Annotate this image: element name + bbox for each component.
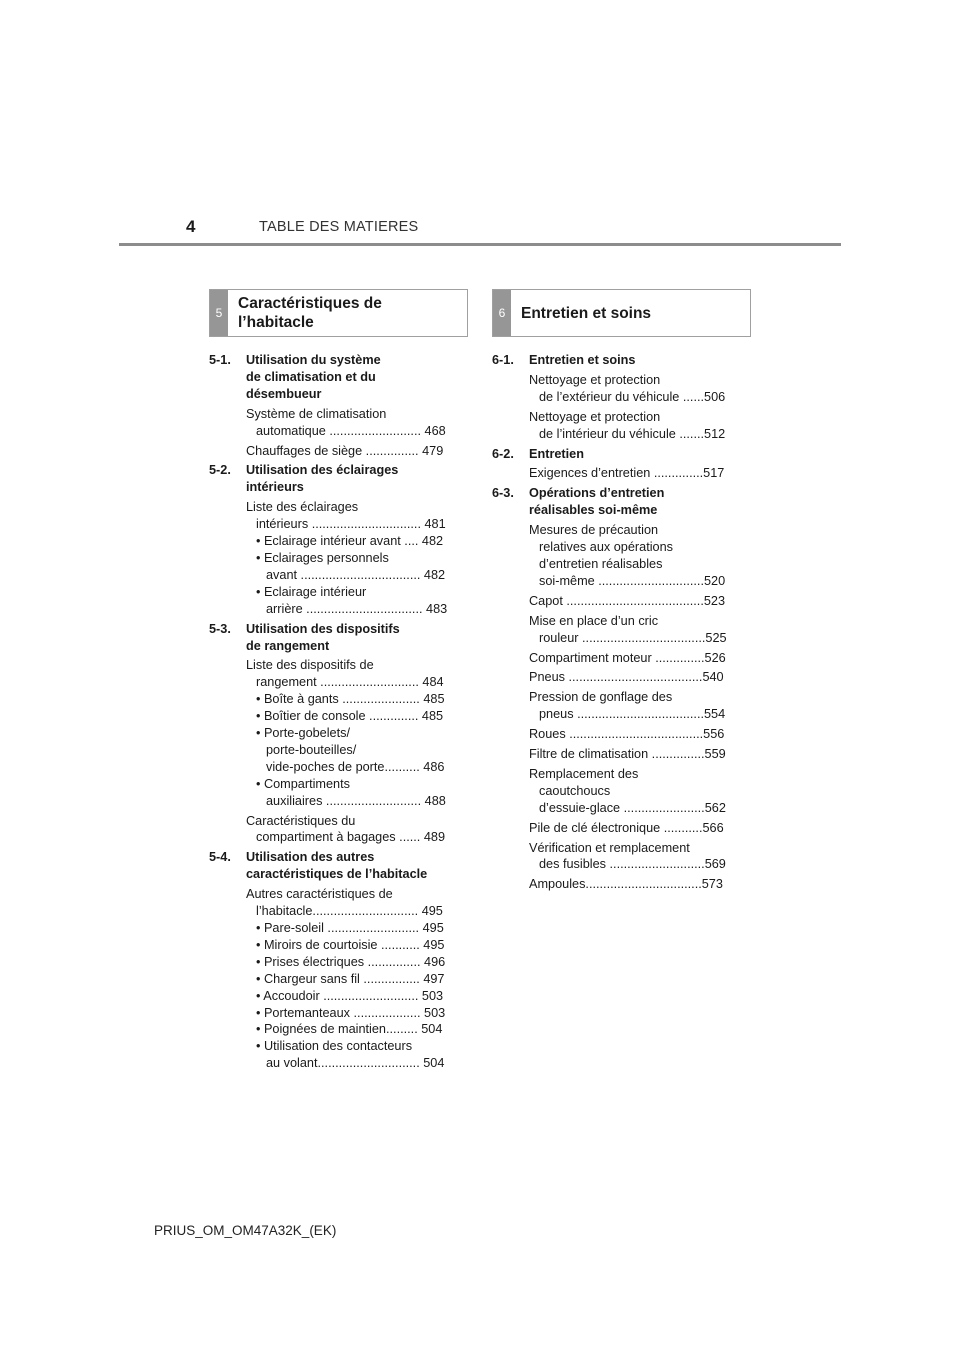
toc-subentry-link[interactable]: • Compartiments auxiliaires ........................... 488 [256, 776, 446, 808]
toc-entry-link[interactable]: Système de climatisation automatique .......................... 468 [246, 406, 446, 438]
toc-entry-link[interactable]: Nettoyage et protection de l’intérieur du véhicule .......512 [529, 409, 726, 441]
section-title: Entretien et soins [521, 304, 652, 322]
toc-subentry-link[interactable]: • Prises électriques ............... 496 [256, 954, 446, 969]
section-title: Caractéristiques de l’habitacle [238, 295, 382, 331]
chapter-number: 6-3. [492, 486, 514, 501]
chapter-heading [492, 352, 744, 369]
toc-column-section-6 [492, 352, 744, 893]
chapter-title: Utilisation des éclairages intérieurs [246, 463, 399, 495]
toc-entry-link[interactable]: Liste des dispositifs de rangement ............................ 484 [246, 658, 444, 690]
page-number: 4 [186, 217, 196, 236]
toc-entry-link[interactable]: Pile de clé électronique ...........566 [529, 820, 724, 835]
toc-subentry-link[interactable]: • Portemanteaux ................... 503 [256, 1005, 446, 1020]
toc-entry-link[interactable]: Pression de gonflage des pneus ....................................554 [529, 690, 726, 722]
toc-column-section-5 [209, 352, 461, 1072]
header-title: TABLE DES MATIERES [259, 219, 419, 235]
chapter-number: 6-2. [492, 446, 514, 461]
chapter-heading [492, 485, 744, 519]
chapter-title: Entretien [529, 446, 584, 461]
toc-subentry-link[interactable]: • Pare-soleil .......................... 495 [256, 921, 444, 935]
toc-entry-link[interactable]: Remplacement des caoutchoucs d’essuie-glace .......................562 [529, 766, 726, 815]
toc-entry-link[interactable]: Mesures de précaution relatives aux opérations d’entretien réalisables soi-même ..............................520 [529, 523, 726, 588]
toc-entry-link[interactable]: Capot .......................................523 [529, 593, 726, 608]
toc-subentry-link[interactable]: • Accoudoir ........................... 503 [256, 988, 444, 1003]
section-number: 5 [210, 290, 228, 336]
chapter-title: Utilisation du système de climatisation et du désembueur [246, 353, 381, 401]
section-number: 6 [493, 290, 511, 336]
toc-entry-link[interactable]: Filtre de climatisation ...............559 [529, 747, 726, 762]
header-rule [119, 243, 841, 246]
toc-entry-link[interactable]: Exigences d’entretien ..............517 [529, 466, 725, 481]
chapter-title: Utilisation des autres caractéristiques de l’habitacle [246, 850, 428, 882]
toc-entry-link[interactable]: Pneus ......................................540 [529, 670, 724, 685]
chapter-number: 5-1. [209, 353, 231, 367]
chapter-heading [209, 621, 461, 655]
toc-entry-link[interactable]: Compartiment moteur ..............526 [529, 650, 726, 665]
toc-entry-link[interactable]: Chauffages de siège ............... 479 [246, 443, 444, 458]
toc-subentry-link[interactable]: • Miroirs de courtoisie ........... 495 [256, 937, 445, 952]
chapter-number: 6-1. [492, 353, 514, 367]
toc-subentry-link[interactable]: • Eclairage intérieur avant .... 482 [256, 534, 444, 549]
chapter-number: 5-4. [209, 850, 231, 865]
section-header-5 [209, 289, 468, 337]
toc-entry-link[interactable]: Roues ......................................556 [529, 727, 725, 742]
toc-entry-link[interactable]: Caractéristiques du compartiment à bagages ...... 489 [246, 813, 446, 845]
chapter-title: Entretien et soins [529, 353, 636, 367]
toc-subentry-link[interactable]: • Poignées de maintien......... 504 [256, 1022, 443, 1037]
toc-subentry-link[interactable]: • Eclairage intérieur arrière ................................. 483 [256, 584, 448, 616]
toc-entry-link[interactable]: Vérification et remplacement des fusibles ...........................569 [529, 840, 726, 872]
chapter-title: Utilisation des dispositifs de rangement [246, 621, 400, 653]
chapter-title: Opérations d’entretien réalisables soi-même [529, 486, 665, 518]
chapter-heading [209, 849, 461, 883]
toc-entry-link[interactable]: Liste des éclairages intérieurs ............................... 481 [246, 500, 446, 532]
toc-entry-link[interactable]: Nettoyage et protection de l’extérieur du véhicule ......506 [529, 372, 726, 404]
chapter-number: 5-2. [209, 463, 231, 478]
toc-subentry-link[interactable]: • Utilisation des contacteurs au volant............................. 504 [256, 1039, 445, 1071]
toc-entry-link[interactable]: Mise en place d’un cric rouleur ...................................525 [529, 613, 727, 645]
toc-subentry-link[interactable]: • Porte-gobelets/ porte-bouteilles/ vide-poches de porte.......... 486 [256, 726, 445, 774]
chapter-heading [492, 446, 744, 463]
chapter-heading [209, 462, 461, 496]
toc-entry-link[interactable]: Autres caractéristiques de l’habitacle.............................. 495 [246, 887, 443, 919]
footer-doc-code: PRIUS_OM_OM47A32K_(EK) [154, 1223, 337, 1238]
toc-subentry-link[interactable]: • Chargeur sans fil ................ 497 [256, 971, 445, 986]
toc-entry-link[interactable]: Ampoules.................................573 [529, 877, 723, 892]
chapter-number: 5-3. [209, 621, 231, 636]
toc-subentry-link[interactable]: • Eclairages personnels avant .................................. 482 [256, 550, 446, 582]
toc-subentry-link[interactable]: • Boîte à gants ...................... 485 [256, 692, 445, 707]
section-header-6 [492, 289, 751, 337]
toc-subentry-link[interactable]: • Boîtier de console .............. 485 [256, 709, 444, 724]
chapter-heading [209, 352, 461, 403]
